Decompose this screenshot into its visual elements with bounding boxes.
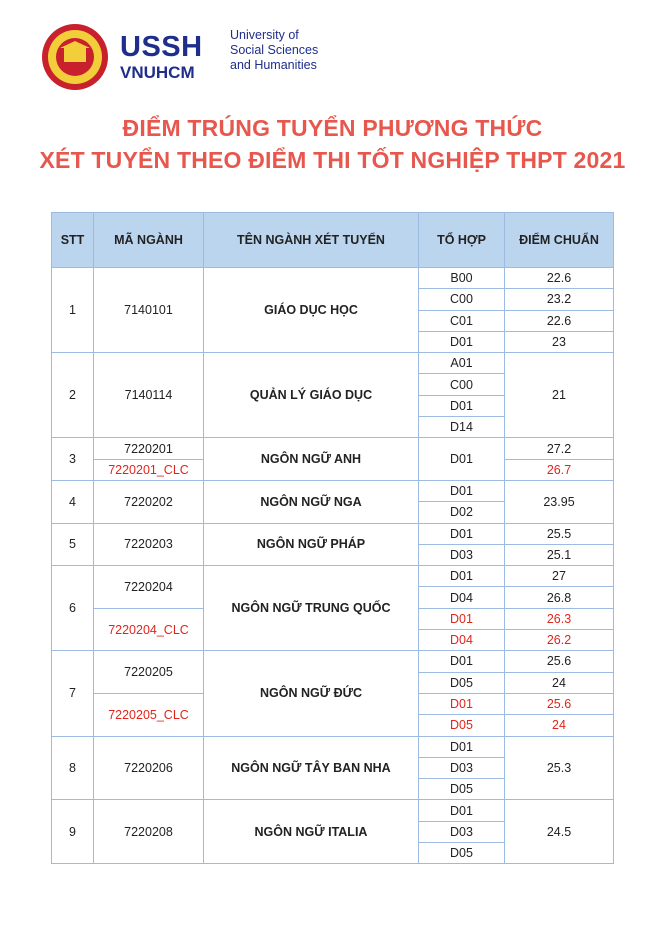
score-cell: 27 xyxy=(505,566,614,587)
combo-cell: D04 xyxy=(419,587,505,608)
combo-cell: D03 xyxy=(419,757,505,778)
score-cell: 23.2 xyxy=(505,289,614,310)
program-name-cell: NGÔN NGỮ TÂY BAN NHA xyxy=(204,736,419,800)
score-cell: 23.95 xyxy=(505,480,614,523)
score-cell: 25.3 xyxy=(505,736,614,800)
table-row xyxy=(52,523,614,544)
combo-clc-cell: D01 xyxy=(419,693,505,714)
program-name-cell: NGÔN NGỮ PHÁP xyxy=(204,523,419,566)
page-title-line1: ĐIỂM TRÚNG TUYỂN PHƯƠNG THỨC xyxy=(122,115,543,141)
university-seal-logo xyxy=(42,24,108,90)
table-row xyxy=(52,651,614,672)
page-title-line2: XÉT TUYỂN THEO ĐIỂM THI TỐT NGHIỆP THPT 2021 xyxy=(39,147,626,173)
combo-clc-cell: D01 xyxy=(419,608,505,629)
code-clc-cell: 7220205_CLC xyxy=(94,693,204,736)
university-line: University of xyxy=(230,28,299,42)
score-cell: 25.1 xyxy=(505,544,614,565)
stt-cell: 2 xyxy=(52,353,94,438)
brand-sub: VNUHCM xyxy=(120,63,195,82)
admission-scores-table xyxy=(51,212,614,864)
combo-cell: D01 xyxy=(419,566,505,587)
table-row xyxy=(52,268,614,289)
combo-cell: D14 xyxy=(419,417,505,438)
code-cell: 7140101 xyxy=(94,268,204,353)
combo-cell: C00 xyxy=(419,289,505,310)
code-cell: 7220205 xyxy=(94,651,204,694)
score-cell: 22.6 xyxy=(505,268,614,289)
combo-cell: D01 xyxy=(419,331,505,352)
combo-cell: C00 xyxy=(419,374,505,395)
score-cell: 22.6 xyxy=(505,310,614,331)
code-cell: 7220201 xyxy=(94,438,204,459)
score-clc-cell: 26.2 xyxy=(505,630,614,651)
combo-cell: D01 xyxy=(419,438,505,481)
program-name-cell: GIÁO DỤC HỌC xyxy=(204,268,419,353)
brand-main: USSH xyxy=(120,31,203,63)
table-row xyxy=(52,800,614,821)
stt-cell: 1 xyxy=(52,268,94,353)
combo-cell: D02 xyxy=(419,502,505,523)
score-cell: 21 xyxy=(505,353,614,438)
code-clc-cell: 7220201_CLC xyxy=(94,459,204,480)
score-cell: 24.5 xyxy=(505,800,614,864)
stt-cell: 9 xyxy=(52,800,94,864)
table-row xyxy=(52,353,614,374)
combo-cell: D01 xyxy=(419,736,505,757)
score-cell: 27.2 xyxy=(505,438,614,459)
header-combo: TỔ HỢP xyxy=(419,213,505,268)
combo-cell: D03 xyxy=(419,544,505,565)
combo-cell: A01 xyxy=(419,353,505,374)
code-cell: 7220203 xyxy=(94,523,204,566)
score-cell: 25.6 xyxy=(505,651,614,672)
code-cell: 7220204 xyxy=(94,566,204,609)
university-line: and Humanities xyxy=(230,58,317,72)
stt-cell: 4 xyxy=(52,480,94,523)
stt-cell: 3 xyxy=(52,438,94,481)
combo-clc-cell: D05 xyxy=(419,715,505,736)
combo-cell: D01 xyxy=(419,651,505,672)
combo-cell: D05 xyxy=(419,779,505,800)
header-stt: STT xyxy=(52,213,94,268)
program-name-cell: QUẢN LÝ GIÁO DỤC xyxy=(204,353,419,438)
program-name-cell: NGÔN NGỮ NGA xyxy=(204,480,419,523)
program-name-cell: NGÔN NGỮ TRUNG QUỐC xyxy=(204,566,419,651)
table-row xyxy=(52,566,614,587)
code-cell: 7220208 xyxy=(94,800,204,864)
combo-cell: D01 xyxy=(419,800,505,821)
table-header-row xyxy=(52,213,614,268)
stt-cell: 7 xyxy=(52,651,94,736)
code-cell: 7220206 xyxy=(94,736,204,800)
score-cell: 23 xyxy=(505,331,614,352)
table-row xyxy=(52,736,614,757)
program-name-cell: NGÔN NGỮ ANH xyxy=(204,438,419,481)
code-cell: 7140114 xyxy=(94,353,204,438)
program-name-cell: NGÔN NGỮ ITALIA xyxy=(204,800,419,864)
code-cell: 7220202 xyxy=(94,480,204,523)
score-cell: 26.8 xyxy=(505,587,614,608)
combo-cell: C01 xyxy=(419,310,505,331)
table-row xyxy=(52,480,614,501)
header xyxy=(42,22,319,92)
program-name-cell: NGÔN NGỮ ĐỨC xyxy=(204,651,419,736)
table-row xyxy=(52,438,614,459)
combo-cell: D01 xyxy=(419,523,505,544)
combo-cell: D03 xyxy=(419,821,505,842)
combo-cell: D05 xyxy=(419,672,505,693)
combo-cell: D01 xyxy=(419,395,505,416)
brand-block xyxy=(120,33,203,81)
combo-cell: D01 xyxy=(419,480,505,501)
combo-cell: B00 xyxy=(419,268,505,289)
university-name xyxy=(230,28,370,73)
score-cell: 24 xyxy=(505,672,614,693)
score-clc-cell: 26.7 xyxy=(505,459,614,480)
code-clc-cell: 7220204_CLC xyxy=(94,608,204,651)
score-clc-cell: 25.6 xyxy=(505,693,614,714)
header-score: ĐIỂM CHUẨN xyxy=(505,213,614,268)
university-line: Social Sciences xyxy=(230,43,319,57)
score-clc-cell: 24 xyxy=(505,715,614,736)
combo-cell: D05 xyxy=(419,843,505,864)
combo-clc-cell: D04 xyxy=(419,630,505,651)
score-clc-cell: 26.3 xyxy=(505,608,614,629)
header-code: MÃ NGÀNH xyxy=(94,213,204,268)
stt-cell: 6 xyxy=(52,566,94,651)
stt-cell: 5 xyxy=(52,523,94,566)
score-cell: 25.5 xyxy=(505,523,614,544)
header-name: TÊN NGÀNH XÉT TUYỂN xyxy=(204,213,419,268)
stt-cell: 8 xyxy=(52,736,94,800)
